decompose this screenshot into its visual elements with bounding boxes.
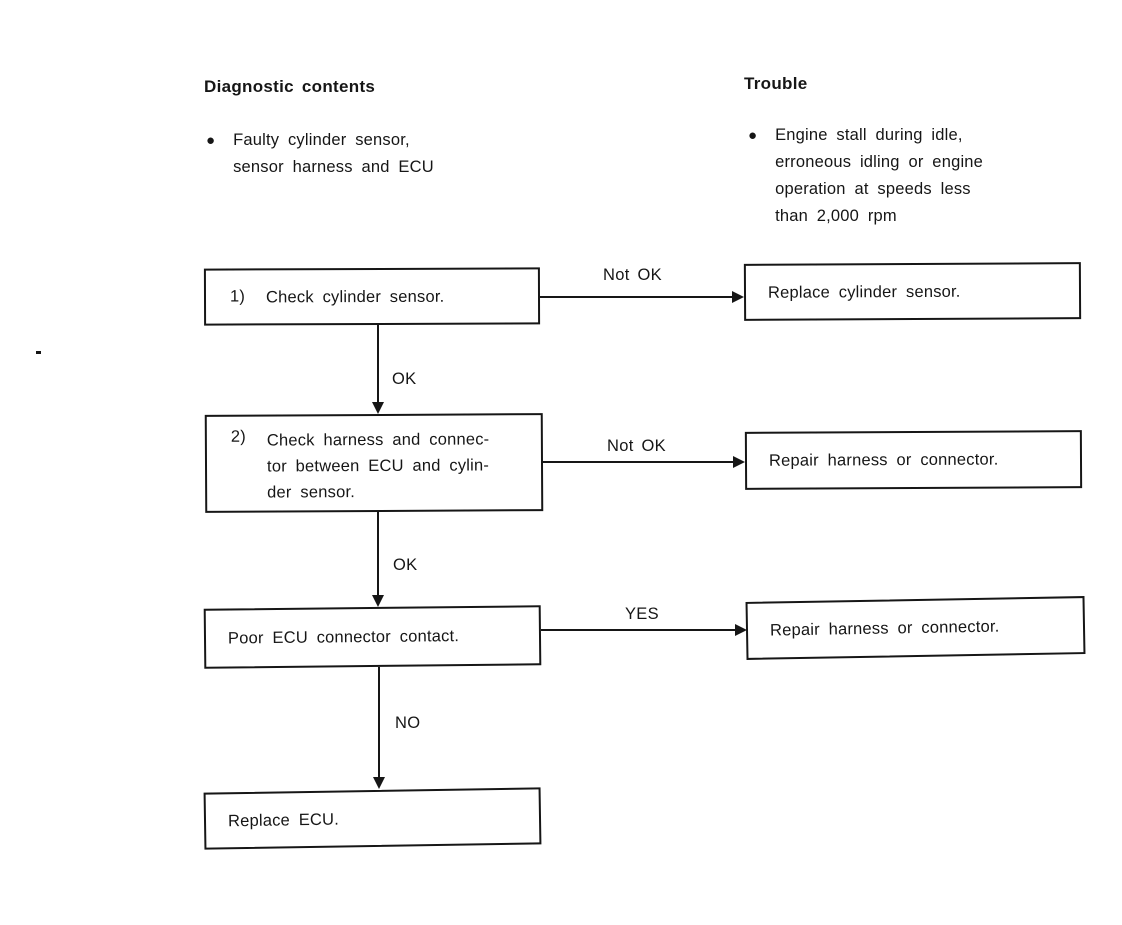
flow-step-2-number: 2) <box>230 427 246 446</box>
branch-2-arrowhead-icon <box>733 456 745 468</box>
bullet-icon: ● <box>748 127 758 144</box>
flow-action-2-text: Repair harness or connector. <box>768 450 999 470</box>
diagnostic-line: sensor harness and ECU <box>233 158 434 176</box>
next-1-label: OK <box>392 370 417 388</box>
flow-step-3-text: Poor ECU connector contact. <box>227 627 460 648</box>
flow-step-2-text: der sensor. <box>267 483 356 502</box>
diagnostic-bullet-row <box>206 127 434 181</box>
next-2-label: OK <box>393 556 418 574</box>
flow-step-1-text: Check cylinder sensor. <box>265 287 445 306</box>
next-1-arrowhead-icon <box>372 402 384 414</box>
branch-1-arrow-line <box>540 296 736 298</box>
flow-step-3-box <box>204 605 542 669</box>
flow-step-4-text: Replace ECU. <box>227 810 340 830</box>
trouble-line: Engine stall during idle, <box>775 126 963 144</box>
flow-step-2-box <box>205 413 544 513</box>
flow-step-1-number: 1) <box>229 287 246 306</box>
next-3-label: NO <box>395 714 421 732</box>
next-1-arrow-line <box>377 325 379 403</box>
flow-action-2-box <box>745 430 1082 490</box>
flow-action-3-box <box>746 596 1086 660</box>
trouble-bullet-row <box>748 122 983 230</box>
flow-action-1-text: Replace cylinder sensor. <box>767 282 961 302</box>
bullet-icon: ● <box>206 132 216 149</box>
trouble-heading: Trouble <box>744 74 808 93</box>
trouble-bullet-text <box>775 122 983 230</box>
scan-artifact-speck <box>36 351 41 354</box>
branch-3-label: YES <box>625 605 659 623</box>
diagnostic-bullet-text <box>233 127 434 181</box>
next-2-arrowhead-icon <box>372 595 384 607</box>
branch-3-arrow-line <box>541 629 738 631</box>
flow-step-4-box <box>204 787 542 849</box>
flow-action-3-text: Repair harness or connector. <box>769 617 1000 640</box>
branch-2-arrow-line <box>543 461 736 463</box>
next-3-arrowhead-icon <box>373 777 385 789</box>
diagnostic-line: Faulty cylinder sensor, <box>233 131 410 149</box>
next-3-arrow-line <box>378 667 380 778</box>
flow-step-2-text: tor between ECU and cylin- <box>266 456 490 476</box>
branch-1-label: Not OK <box>603 266 662 284</box>
flow-step-2-text: Check harness and connec- <box>266 430 490 450</box>
flow-step-1-box <box>204 267 540 325</box>
trouble-line: than 2,000 rpm <box>775 207 897 225</box>
branch-1-arrowhead-icon <box>732 291 744 303</box>
branch-2-label: Not OK <box>607 437 666 455</box>
diagnostic-contents-heading: Diagnostic contents <box>204 77 376 96</box>
flow-action-1-box <box>744 262 1081 321</box>
trouble-line: operation at speeds less <box>775 180 971 198</box>
next-2-arrow-line <box>377 512 379 596</box>
trouble-line: erroneous idling or engine <box>775 153 984 171</box>
